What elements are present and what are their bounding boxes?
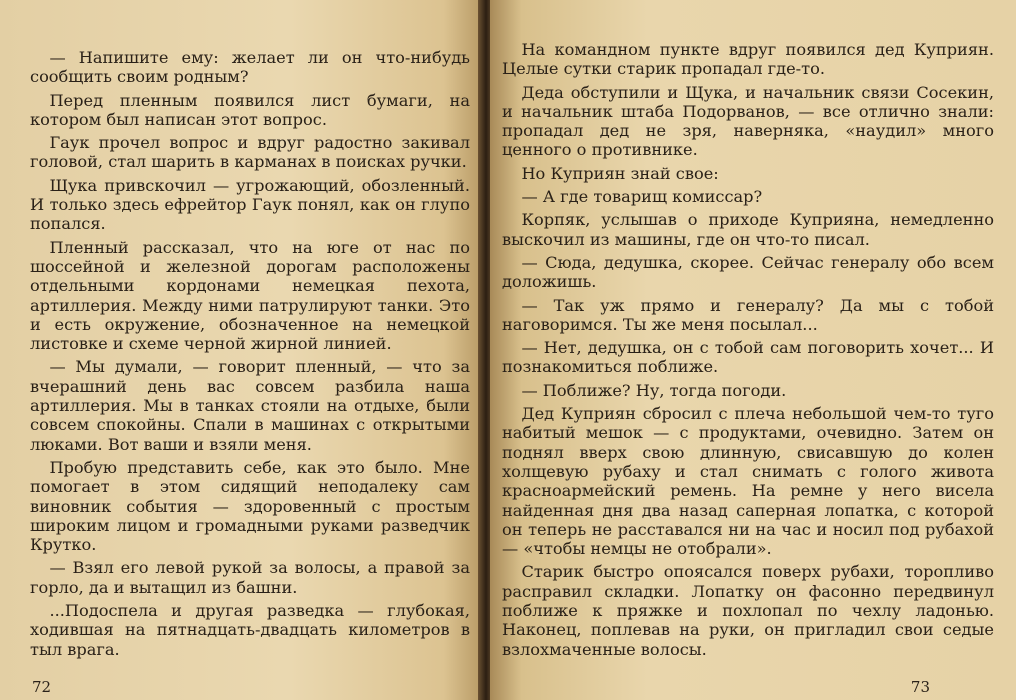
paragraph: — Напишите ему: желает ли он что-нибудь сообщить своим родным?: [30, 48, 470, 87]
left-page-text: [30, 48, 470, 663]
paragraph: Пробую представить себе, как это было. Мне помогает в этом сидящий неподалеку сам виновник события — здоровенный с простым широким лицом и громадными руками разведчик Крутко.: [30, 457, 470, 555]
paragraph: — Мы думали, — говорит пленный, — что за вчерашний день вас совсем разбила наша артиллерия. Мы в танках стояли на отдыхе, были совсем спокойны. Спали в машинах с открытыми люками. Вот ваши и взяли меня.: [30, 357, 470, 454]
right-page: [490, 0, 1016, 700]
paragraph: На командном пункте вдруг появился дед Куприян. Целые сутки старик пропадал где-то.: [502, 40, 994, 79]
paragraph: Дед Куприян сбросил с плеча небольшой чем-то туго набитый мешок — с продуктами, очевидно. Затем он поднял вверх свою длинную, свисавшую до колен холщевую рубаху и стал снимать с голого живота красноармейский ремень. На ремне у него висела найденная дня два назад саперная лопатка, с которой он теперь не расставался ни на час и носил под рубахой — «чтобы немцы не отобрали».: [502, 404, 994, 559]
paragraph: — Поближе? Ну, тогда погоди.: [521, 380, 787, 400]
paragraph: Корпяк, услышав о приходе Куприяна, немедленно выскочил из машины, где он что-то писал.: [502, 210, 994, 249]
paragraph: Щука привскочил — угрожающий, обозленный. И только здесь ефрейтор Гаук понял, как он глупо попался.: [30, 175, 470, 234]
right-page-text: [502, 40, 994, 663]
paragraph: Пленный рассказал, что на юге от нас по шоссейной и железной дорогам расположены отдельными кордонами немецкая пехота, артиллерия. Между ними патрулируют танки. Это и есть окружение, обозначенное на немецкой листовке и схеме черной жирной линией.: [30, 237, 470, 354]
paragraph: Гаук прочел вопрос и вдруг радостно закивал головой, стал шарить в карманах в поисках ручки.: [30, 133, 470, 172]
paragraph: — Так уж прямо и генералу? Да мы с тобой наговоримся. Ты же меня посылал...: [502, 295, 994, 334]
paragraph: Деда обступили и Щука, и начальник связи Сосекин, и начальник штаба Подорванов, — все отлично знали: пропадал дед не зря, наверняка, «наудил» много ценного о противнике.: [502, 82, 994, 160]
page-number: 73: [910, 678, 930, 696]
paragraph: — А где товарищ комиссар?: [521, 187, 763, 207]
paragraph: Но Куприян знай свое:: [521, 163, 719, 183]
paragraph: Перед пленным появился лист бумаги, на котором был написан этот вопрос.: [30, 90, 470, 129]
paragraph: — Взял его левой рукой за волосы, а правой за горло, да и вытащил из башни.: [30, 558, 470, 597]
page-number: 72: [32, 678, 52, 696]
paragraph: — Нет, дедушка, он с тобой сам поговорить хочет... И познакомиться поближе.: [502, 338, 994, 377]
paragraph: — Сюда, дедушка, скорее. Сейчас генералу обо всем доложишь.: [502, 252, 994, 292]
paragraph: ...Подоспела и другая разведка — глубокая, ходившая на пятнадцать-двадцать километров в тыл врага.: [30, 601, 470, 659]
paragraph: Старик быстро опоясался поверх рубахи, торопливо расправил складки. Лопатку он фасонно передвинул поближе к пряжке и похлопал по чехлу ладонью. Наконец, поплевав на руки, он пригладил свои седые взлохмаченные волосы.: [502, 562, 994, 659]
left-page: [0, 0, 482, 700]
